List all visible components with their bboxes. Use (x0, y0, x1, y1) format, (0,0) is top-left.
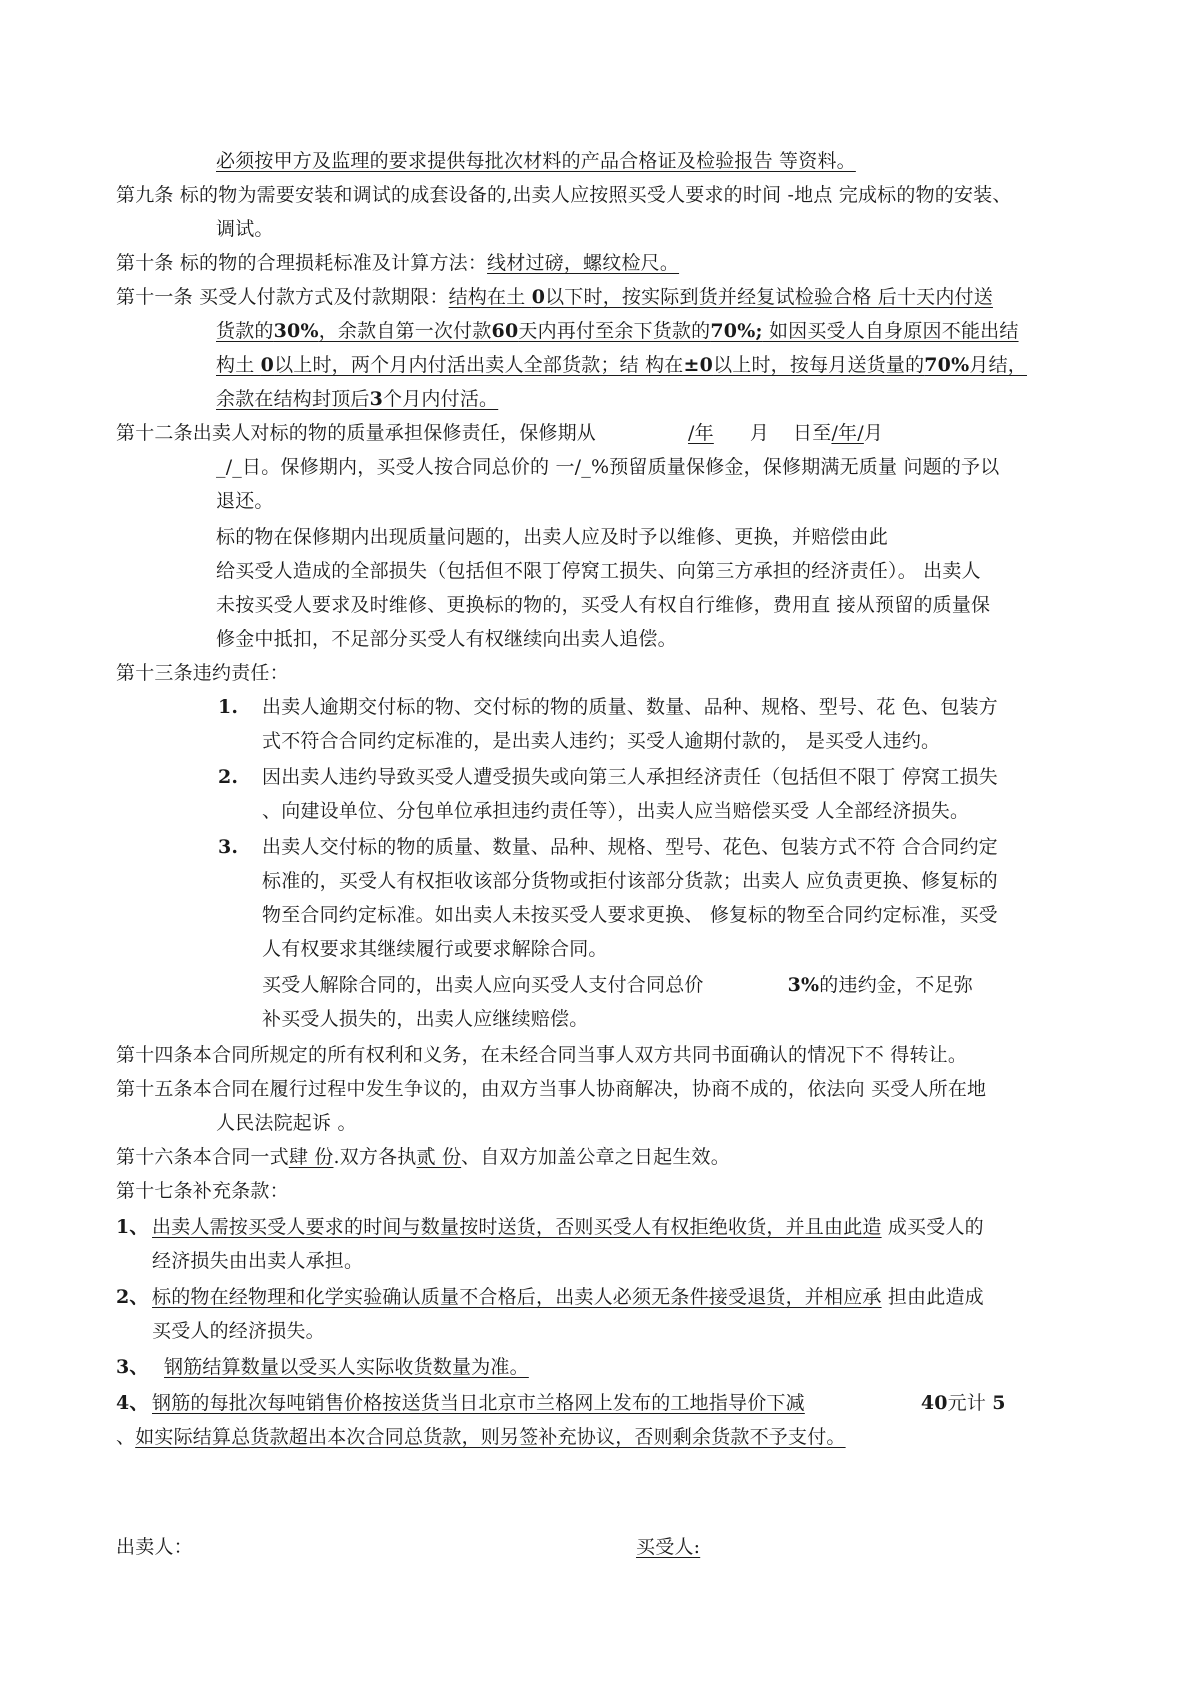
list-item-line: 出卖人逾期交付标的物、交付标的物的质量、数量、品种、规格、型号、花 色、包装方 (262, 696, 998, 718)
penalty-line-1 (262, 970, 973, 1000)
supplement-1-text: 出卖人需按买受人要求的时间与数量按时送货，否则买受人有权拒绝收货，并且由此造 (152, 1216, 882, 1238)
article-11-text: ，余款自第一次付款 (318, 320, 492, 342)
penalty-text: 买受人解除合同的，出卖人应向买受人支付合同总价 (262, 974, 704, 996)
article-11-number: 0 (531, 286, 546, 308)
supplement-4-line-1 (152, 1388, 1006, 1418)
penalty-text: 的违约金，不足弥 (819, 974, 973, 996)
warranty-end-month: 月 (863, 422, 884, 444)
warranty-end-day: _/_ (216, 456, 243, 478)
supplement-2-text: 标的物在经物理和化学实验确认质量不合格后，出卖人必须无条件接受退货，并相应承 (152, 1286, 882, 1308)
article-9-line-2: 调试。 (216, 218, 274, 240)
article-11-number: 0 (260, 354, 275, 376)
article-11-text: 个月内付活。 (383, 388, 499, 410)
warranty-start-year: /年 (688, 422, 714, 444)
list-item-line: 式不符合合同约定标准的，是出卖人违约；买受人逾期付款的， 是买受人违约。 (262, 730, 941, 752)
materials-certificate-line: 必须按甲方及监理的要求提供每批次材料的产品合格证及检验报告 等资料。 (216, 150, 856, 172)
price-reduction: 40 (920, 1392, 948, 1414)
article-11-text: 结构在土 (448, 286, 532, 308)
supplement-1-text: 成买受人的 (881, 1216, 984, 1238)
supplement-5-line-1 (116, 1422, 846, 1452)
warranty-start-day: 日至 (793, 422, 832, 444)
list-item-number: 2. (218, 766, 239, 788)
list-item-line: 物至合同约定标准。如出卖人未按买受人要求更换、 修复标的物至合同约定标准，买受 (262, 904, 998, 926)
supplement-5-number: 5 (992, 1392, 1006, 1414)
article-12-line-4: 标的物在保修期内出现质量问题的，出卖人应及时予以维修、更换，并赔偿由此 (216, 526, 889, 548)
penalty-rate: 3% (787, 974, 820, 996)
article-11-text: 以下时，按实际到货并经复试检验合格 后十天内付送 (545, 286, 993, 308)
article-11-number: 3 (369, 388, 384, 410)
list-item-line: 标准的，买受人有权拒收该部分货物或拒付该部分货款；出卖人 应负责更换、修复标的 (262, 870, 998, 892)
supplement-number: 1、 (116, 1216, 149, 1238)
article-15-line-2: 人民法院起诉 。 (216, 1112, 357, 1134)
article-12-line-7: 修金中抵扣，不足部分买受人有权继续向出卖人追偿。 (216, 628, 677, 650)
copies-total: 肆 份 (288, 1146, 334, 1168)
supplement-5-text: 如实际结算总货款超出本次合同总货款，则另签补充协议，否则剩余货款不予支付。 (135, 1426, 846, 1448)
article-11-text: 货款的 (216, 320, 274, 342)
article-10-value: 线材过磅，螺纹检尺。 (487, 252, 680, 274)
list-item-number: 3. (218, 836, 239, 858)
article-16-text: .双方各执 (333, 1146, 417, 1168)
article-13-title: 第十三条违约责任： (116, 662, 289, 684)
supplement-3-line-1: 钢筋结算数量以受买人实际收货数量为准。 (164, 1356, 529, 1378)
article-15-line-1: 第十五条本合同在履行过程中发生争议的，由双方当事人协商解决，协商不成的，依法向 买受人所在地 (116, 1078, 987, 1100)
buyer-signature-label: 买受人: (636, 1536, 701, 1558)
article-12-line-3: 退还。 (216, 490, 274, 512)
article-11-number: ±0 (683, 354, 714, 376)
warranty-end-year: /年/ (831, 422, 864, 444)
list-item-number: 1. (218, 696, 239, 718)
list-item-line: 、向建设单位、分包单位承担违约责任等），出卖人应当赔偿买受 人全部经济损失。 (262, 800, 970, 822)
article-16-text: 第十六条本合同一式 (116, 1146, 289, 1168)
supplement-5-text: 、 (116, 1426, 136, 1448)
article-10-lead: 第十条 标的物的合理损耗标准及计算方法： (116, 252, 488, 274)
article-11-lead: 第十一条 买受人付款方式及付款期限： (116, 286, 449, 308)
list-item-line: 因出卖人违约导致买受人遭受损失或向第三人承担经济责任（包括但不限丁 停窝工损失 (262, 766, 998, 788)
article-11-text: 如因买受人自身原因不能出结 (762, 320, 1019, 342)
article-17-title: 第十七条补充条款： (116, 1180, 289, 1202)
article-11-number: 30% (273, 320, 319, 342)
supplement-number: 3、 (116, 1356, 149, 1378)
article-11-line-4 (216, 384, 498, 414)
article-11-line-2 (216, 316, 1019, 346)
article-10 (116, 248, 679, 278)
article-11-number: 60 (491, 320, 519, 342)
list-item-line: 人有权要求其继续履行或要求解除合同。 (262, 938, 608, 960)
supplement-2-text: 担由此造成 (881, 1286, 984, 1308)
article-12-line-5: 给买受人造成的全部损失（包括但不限丁停窝工损失、向第三方承担的经济责任）。 出卖人 (216, 560, 981, 582)
seller-signature-label: 出卖人： (116, 1536, 193, 1558)
supplement-4-text: 元计 (947, 1392, 993, 1414)
article-16-text: 、自双方加盖公章之日起生效。 (461, 1146, 730, 1168)
supplement-2-line-2: 买受人的经济损失。 (152, 1320, 325, 1342)
article-11-text: 月结， (969, 354, 1027, 376)
article-11-line-1 (116, 282, 993, 312)
supplement-number: 4、 (116, 1392, 149, 1414)
penalty-line-2: 补买受人损失的，出卖人应继续赔偿。 (262, 1008, 589, 1030)
supplement-number: 2、 (116, 1286, 149, 1308)
article-11-number: 70%; (710, 320, 763, 342)
copies-each: 贰 份 (416, 1146, 462, 1168)
article-12-text: 日。保修期内，买受人按合同总价的 一/_%预留质量保修金，保修期满无质量 问题的予以 (242, 456, 1000, 478)
article-11-text: 天内再付至余下货款的 (518, 320, 711, 342)
article-12-line-2 (216, 452, 999, 482)
article-11-text: 以上时，两个月内付活出卖人全部货款；结 构在 (274, 354, 684, 376)
supplement-4-text: 钢筋的每批次每吨销售价格按送货当日北京市兰格网上发布的工地指导价下减 (152, 1392, 805, 1414)
supplement-2-line-1 (152, 1282, 984, 1312)
article-12-line-6: 未按买受人要求及时维修、更换标的物的，买受人有权自行维修，费用直 接从预留的质量保 (216, 594, 991, 616)
article-14: 第十四条本合同所规定的所有权利和义务，在未经合同当事人双方共同书面确认的情况下不 得转让。 (116, 1044, 968, 1066)
article-16 (116, 1142, 730, 1172)
article-11-text: 余款在结构封顶后 (216, 388, 370, 410)
warranty-start-month: 月 (749, 422, 770, 444)
article-12-line-1 (116, 418, 883, 448)
supplement-1-line-2: 经济损失由出卖人承担。 (152, 1250, 364, 1272)
article-11-text: 构土 (216, 354, 261, 376)
article-11-line-3 (216, 350, 1027, 380)
article-9-line-1: 第九条 标的物为需要安装和调试的成套设备的,出卖人应按照买受人要求的时间 -地点 完成标的物的安装、 (116, 184, 1012, 206)
supplement-1-line-1 (152, 1212, 984, 1242)
article-12-text: 第十二条出卖人对标的物的质量承担保修责任，保修期从 (116, 422, 597, 444)
list-item-line: 出卖人交付标的物的质量、数量、品种、规格、型号、花色、包装方式不符 合合同约定 (262, 836, 998, 858)
article-11-number: 70% (924, 354, 970, 376)
article-11-text: 以上时，按每月送货量的 (713, 354, 925, 376)
